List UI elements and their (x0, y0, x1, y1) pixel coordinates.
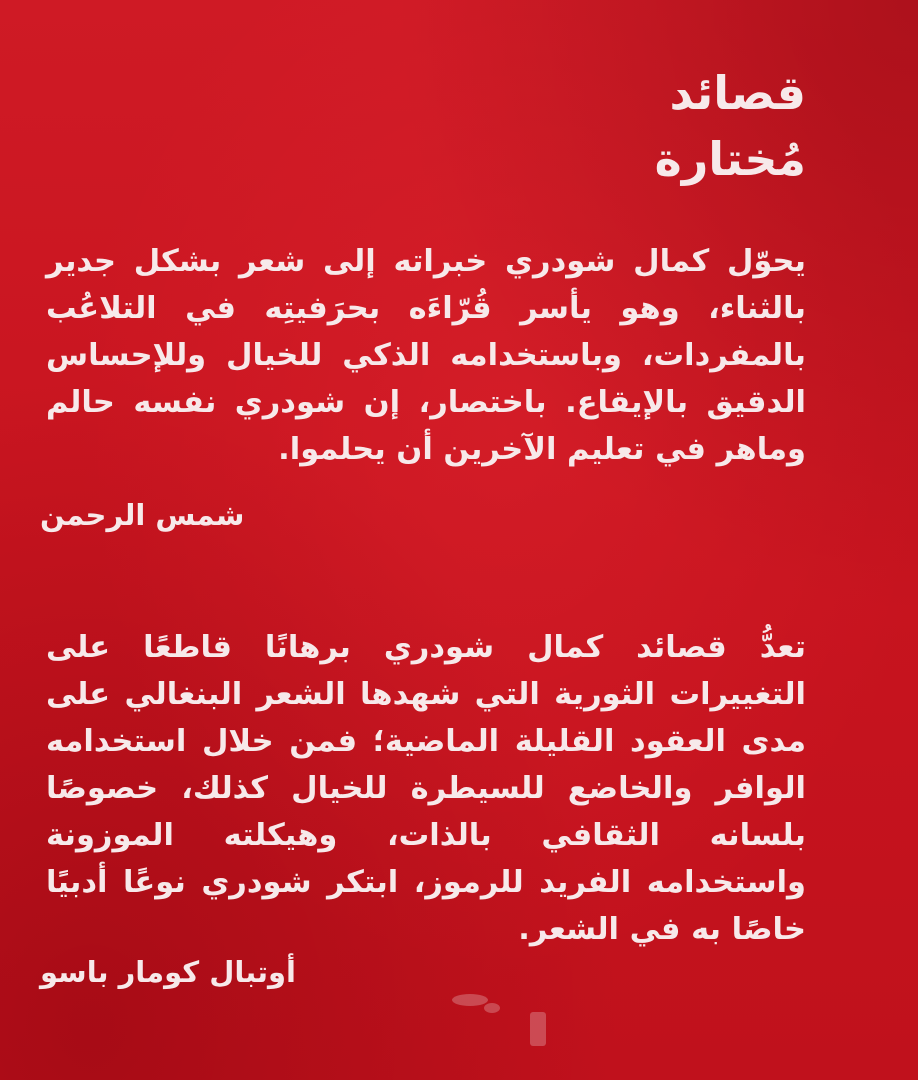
blurb-2-author: أوتبال كومار باسو (40, 955, 297, 989)
blurb-1-text: يحوّل كمال شودري خبراته إلى شعر بشكل جدير بالثناء، وهو يأسر قُرّاءَه بحرَفيتِه في التلاعُب بالمفردات، وباستخدامه الذكي للخيال وللإحساس الدقيق بالإيقاع. باختصار، إن شودري نفسه حالم وماهر في تعليم الآخرين أن يحلموا. (46, 244, 806, 467)
print-smudge-mark (430, 980, 570, 1050)
blurb-2-text: تعدُّ قصائد كمال شودري برهانًا قاطعًا على التغييرات الثورية التي شهدها الشعر البنغالي على مدى العقود القليلة الماضية؛ فمن خلال استخدامه الوافر والخاضع للسيطرة للخيال كذلك، خصوصًا بلسانه الثقافي بالذات، وهيكلته الموزونة واستخدامه الفريد للرموز، ابتكر شودري نوعًا أدبيًا خاصًا به في الشعر. (46, 630, 806, 947)
book-title (655, 60, 806, 192)
book-title-line-1: قصائد (669, 66, 806, 120)
book-title-line-2: مُختارة (654, 132, 806, 186)
blurb-1-author: شمس الرحمن (40, 498, 245, 532)
